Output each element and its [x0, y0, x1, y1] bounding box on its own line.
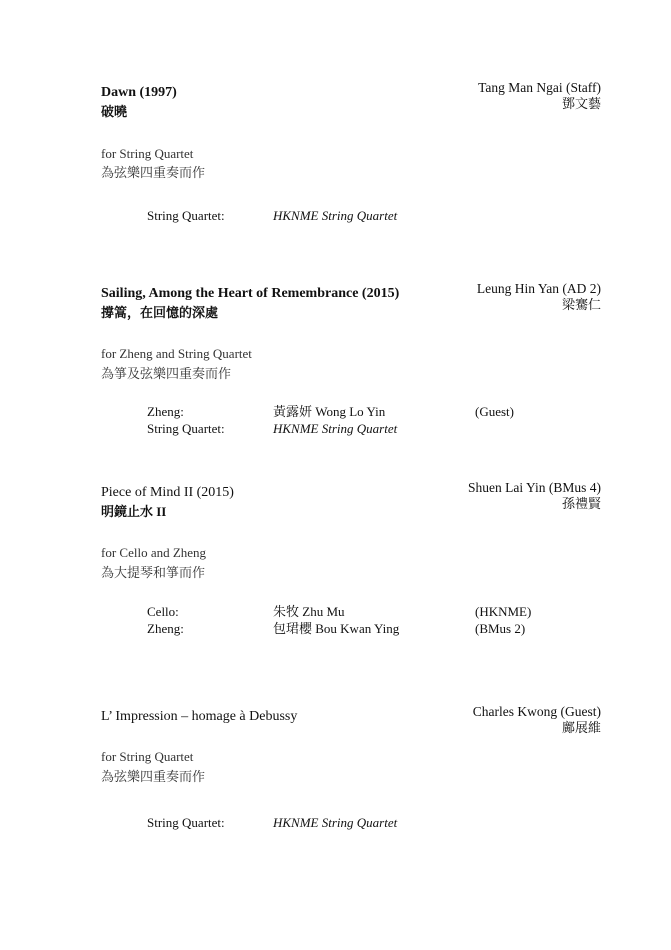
- performer-row: [101, 404, 601, 420]
- program-item: [101, 480, 601, 644]
- piece-title: Piece of Mind II (2015): [101, 485, 234, 500]
- program-item: [101, 704, 601, 838]
- performer-name: 包珺櫻 Bou Kwan Ying: [273, 621, 400, 636]
- performer-row: [101, 604, 601, 620]
- composer-name-chinese: 鄧文藝: [561, 96, 601, 111]
- piece-title: Sailing, Among the Heart of Remembrance (2015): [101, 286, 400, 301]
- performer-name: HKNME String Quartet: [273, 208, 398, 223]
- composer-name-chinese: 鄺展維: [561, 720, 601, 735]
- piece-title-chinese: 撐篙，在回憶的深處: [101, 305, 219, 320]
- piece-title: L’ Impression – homage à Debussy: [101, 709, 298, 724]
- composer-name: Tang Man Ngai (Staff): [478, 80, 601, 95]
- performer-role: Zheng:: [147, 621, 184, 636]
- composer-name: Charles Kwong (Guest): [472, 704, 601, 719]
- program-item: [101, 80, 601, 234]
- composer-name: Shuen Lai Yin (BMus 4): [468, 480, 601, 495]
- composer-name: Leung Hin Yan (AD 2): [476, 281, 601, 296]
- performer-role: String Quartet:: [147, 815, 225, 830]
- performer-role: String Quartet:: [147, 421, 225, 436]
- instrumentation: for String Quartet: [101, 749, 194, 764]
- performer-name: HKNME String Quartet: [273, 815, 398, 830]
- performer-row: [101, 815, 601, 831]
- performer-name: 黃露妍 Wong Lo Yin: [273, 404, 386, 419]
- piece-title-chinese: 破曉: [101, 104, 128, 119]
- instrumentation-chinese: 為大提琴和箏而作: [101, 565, 206, 580]
- instrumentation: for Zheng and String Quartet: [101, 346, 252, 361]
- instrumentation-chinese: 為弦樂四重奏而作: [101, 165, 206, 180]
- composer-name-chinese: 梁騫仁: [561, 297, 601, 312]
- performer-note: (Guest): [475, 404, 514, 419]
- instrumentation: for String Quartet: [101, 146, 194, 161]
- performer-role: Zheng:: [147, 404, 184, 419]
- performer-row: [101, 621, 601, 637]
- program-item: [101, 281, 601, 445]
- composer-name-chinese: 孫禮賢: [561, 496, 601, 511]
- instrumentation: for Cello and Zheng: [101, 545, 207, 560]
- performer-note: (BMus 2): [475, 621, 526, 636]
- performer-name: 朱牧 Zhu Mu: [273, 604, 345, 619]
- piece-title: Dawn (1997): [101, 85, 177, 100]
- performer-note: (HKNME): [475, 604, 532, 619]
- instrumentation-chinese: 為箏及弦樂四重奏而作: [101, 366, 232, 381]
- instrumentation-chinese: 為弦樂四重奏而作: [101, 769, 206, 784]
- piece-title-chinese: 明鏡止水 II: [101, 504, 167, 519]
- performer-row: [101, 208, 601, 224]
- performer-name: HKNME String Quartet: [273, 421, 398, 436]
- performer-role: String Quartet:: [147, 208, 225, 223]
- performer-row: [101, 421, 601, 437]
- performer-role: Cello:: [147, 604, 179, 619]
